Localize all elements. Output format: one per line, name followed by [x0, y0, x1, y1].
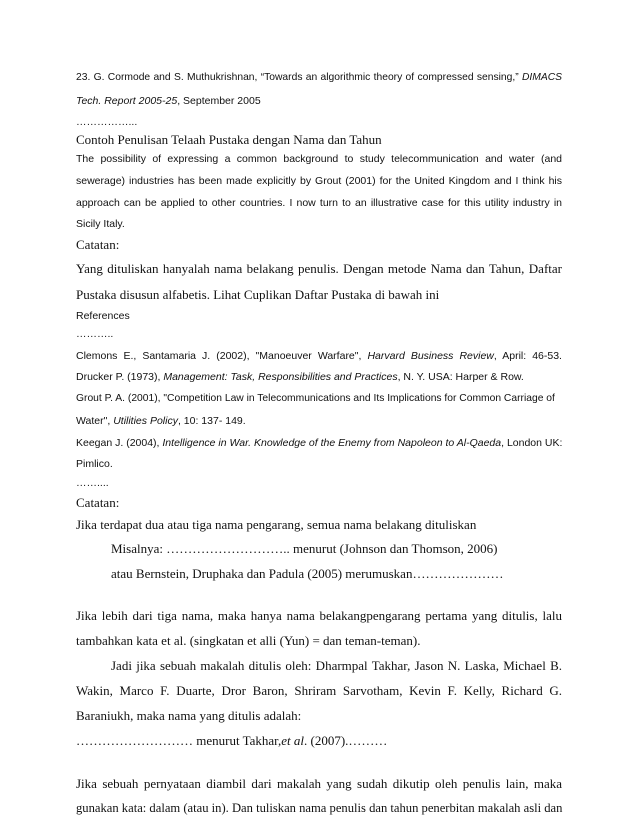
example-line: Misalnya: ……………………….. menurut (Johnson dan Thomson, 2006) — [111, 541, 498, 556]
reference-text: Drucker P. (1973), — [76, 371, 164, 383]
reference-journal: Utilities Policy — [113, 415, 178, 427]
reference-text: Clemons E., Santamaria J. (2002), "Manoeuver Warfare", — [76, 350, 368, 362]
reference-keegan-line-2: Pimlico. — [76, 458, 113, 470]
reference-title: Management: Task, Responsibilities and Practices — [163, 371, 398, 383]
note-text-line: gunakan kata: dalam (atau in). Dan tuliskan nama penulis dan tahun penerbitan makalah asli dan — [76, 801, 563, 815]
note-text-line: Jadi jika sebuah makalah ditulis oleh: Dharmpal Takhar, Jason N. Laska, Michael B. — [111, 658, 562, 673]
note-text-line: tambahkan kata et al. (singkatan et alli (Yun) = dan teman-teman). — [76, 633, 421, 648]
reference-date: , September 2005 — [177, 95, 261, 107]
reference-clemons — [76, 350, 562, 362]
ellipsis-separator: …….... — [76, 477, 109, 489]
reference-text: , N. Y. USA: Harper & Row. — [397, 371, 524, 383]
reference-report: Tech. Report 2005-25 — [76, 95, 178, 107]
reference-text: , April: 46-53. — [493, 350, 562, 362]
reference-text: , London UK: — [501, 437, 563, 449]
reference-journal: DIMACS — [521, 72, 562, 83]
reference-text: 23. G. Cormode and S. Muthukrishnan, “Towards an algorithmic theory of compressed sensing,” — [76, 72, 522, 83]
reference-drucker — [76, 371, 562, 383]
note-text-line: Wakin, Marco F. Duarte, Dror Baron, Shriram Sarvotham, Kevin F. Kelly, Richard G. — [76, 683, 562, 698]
reference-text: , 10: 137- 149. — [177, 415, 246, 427]
takhar-example-line — [76, 733, 562, 749]
note-label: Catatan: — [76, 237, 120, 252]
example-paragraph-line: approach can be applied to other countries. I now turn to an illustrative case for this utility industry in — [76, 197, 562, 209]
reference-grout-line-1: Grout P. A. (2001), "Competition Law in Telecommunications and Its Implications for Common Carriage of — [76, 393, 555, 404]
example-text: ……………………… menurut Takhar, — [76, 733, 282, 748]
example-paragraph-line: Sicily Italy. — [76, 218, 125, 230]
note-label: Catatan: — [76, 495, 120, 510]
note-text-line: Jika terdapat dua atau tiga nama pengarang, semua nama belakang dituliskan — [76, 517, 477, 532]
note-text-line: Jika sebuah pernyataan diambil dari makalah yang sudah dikutip oleh penulis lain, maka — [76, 776, 562, 791]
reference-keegan-line-1 — [76, 437, 562, 449]
reference-title: Intelligence in War. Knowledge of the Enemy from Napoleon to Al-Qaeda — [162, 437, 502, 449]
reference-23-line-2 — [76, 95, 562, 107]
example-text: . (2007).……… — [303, 733, 388, 748]
reference-23-line-1 — [76, 72, 562, 83]
reference-journal: Harvard Business Review — [367, 350, 494, 362]
note-text-line: Yang dituliskan hanyalah nama belakang penulis. Dengan metode Nama dan Tahun, Daftar — [76, 261, 562, 276]
reference-grout-line-2 — [76, 415, 562, 427]
example-paragraph-line: sewerage) industries has been made explicitly by Grout (2001) for the United Kingdom and I think his — [76, 175, 562, 187]
note-text-line: Pustaka disusun alfabetis. Lihat Cuplikan Daftar Pustaka di bawah ini — [76, 287, 440, 302]
ellipsis-separator: ……….. — [76, 328, 114, 340]
references-heading: References — [76, 310, 130, 322]
reference-text: Water", — [76, 415, 114, 427]
note-text-line: Jika lebih dari tiga nama, maka hanya nama belakangpengarang pertama yang ditulis, lalu — [76, 608, 562, 623]
example-line: atau Bernstein, Druphaka dan Padula (2005) merumuskan………………… — [111, 566, 504, 581]
example-paragraph-line: The possibility of expressing a common background to study telecommunication and water (and — [76, 153, 562, 165]
section-title: Contoh Penulisan Telaah Pustaka dengan Nama dan Tahun — [76, 132, 382, 147]
note-text-line: Baraniukh, maka nama yang ditulis adalah: — [76, 708, 302, 723]
reference-text: Keegan J. (2004), — [76, 437, 163, 449]
et-al-text: et al — [281, 733, 304, 748]
ellipsis-separator: ……………... — [76, 116, 138, 128]
